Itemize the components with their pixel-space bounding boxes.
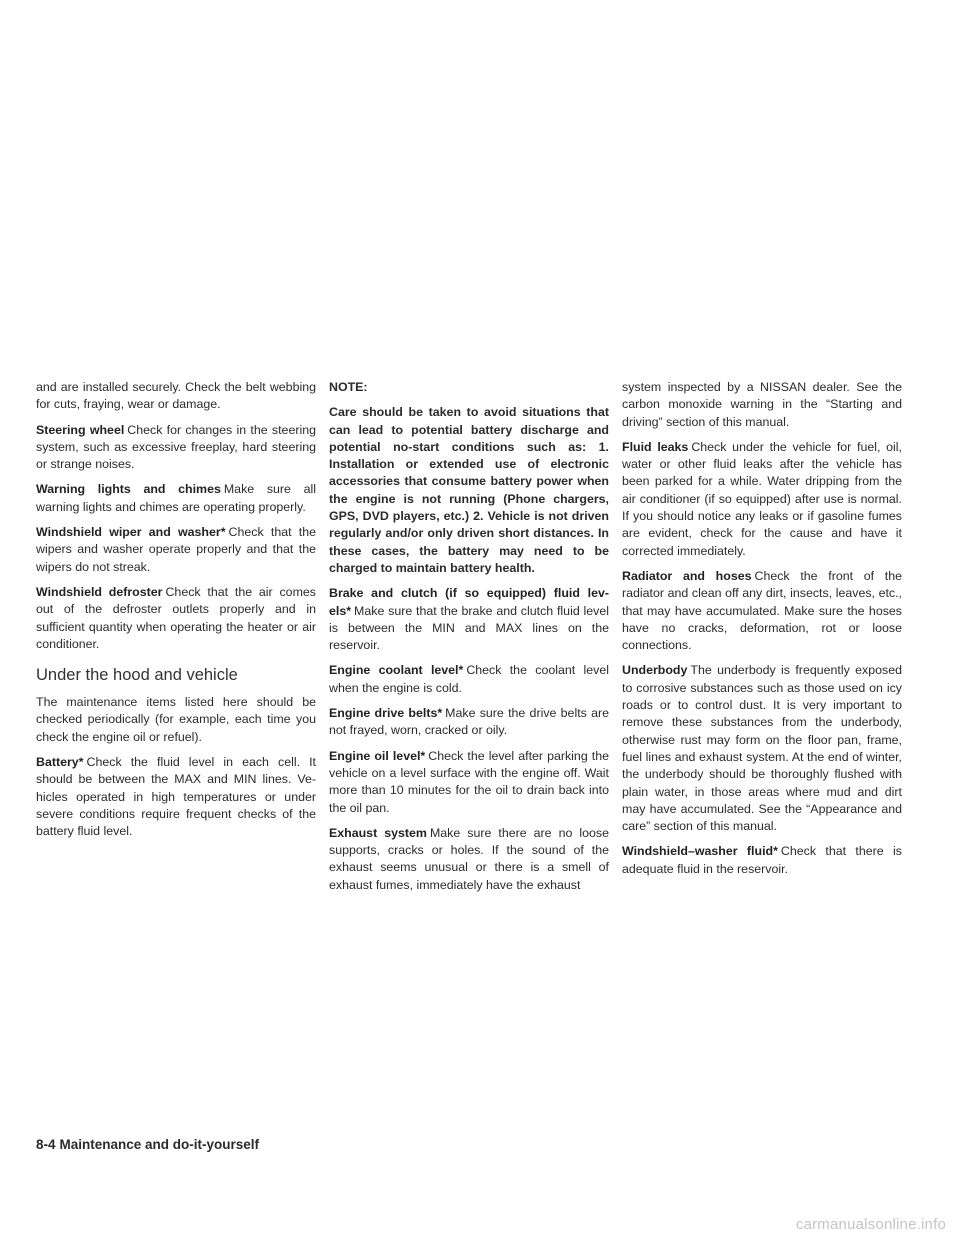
term-battery: Battery*	[36, 755, 84, 770]
text-windshield-wiper: Check that the wipers and washer operate properly and that the wipers do not streak.	[36, 525, 316, 574]
term-engine-coolant: Engine coolant level*	[329, 663, 464, 678]
item-windshield-defroster	[36, 584, 316, 653]
text-exhaust-system: Make sure there are no loose supports, cracks or holes. If the sound of the exhaust seems unusual or there is a smell of exhaust fumes, immediately have the exhaust	[329, 825, 609, 892]
item-engine-oil	[329, 748, 609, 817]
term-engine-oil: Engine oil level*	[329, 748, 426, 763]
item-steering-wheel	[36, 422, 316, 474]
item-warning-lights	[36, 481, 316, 516]
text-engine-oil: Check the level after parking the vehicle on a level surface with the engine off. Wait more than 10 minutes for the oil to drain back into the oil pan.	[329, 748, 609, 815]
item-battery	[36, 754, 316, 840]
term-steering-wheel: Steering wheel	[36, 422, 125, 437]
text-engine-coolant: Check the coolant level when the engine is cold.	[329, 663, 609, 695]
text-engine-drive-belts: Make sure the drive belts are not frayed, worn, cracked or oily.	[329, 706, 610, 738]
text-warning-lights: Make sure all warning lights and chimes are operating properly.	[36, 482, 316, 514]
page-footer	[36, 1137, 259, 1152]
watermark-text: carmanualsonline.info	[795, 1216, 946, 1233]
paragraph-belt-continuation: and are installed securely. Check the belt webbing for cuts, fraying, wear or damage.	[36, 380, 316, 412]
item-engine-drive-belts	[329, 705, 609, 740]
text-brake-clutch-fluid: Make sure that the brake and clutch fluid level is between the MIN and MAX lines on the reservoir.	[329, 603, 609, 653]
column-left	[36, 379, 316, 849]
text-battery: Check the fluid level in each cell. It should be between the MAX and MIN lines. Vehicles operated in high temperatures or under severe conditions require frequent checks of the battery fluid level.	[36, 755, 316, 839]
item-radiator-hoses	[622, 568, 902, 654]
note-title: NOTE:	[329, 380, 368, 394]
note-body: Care should be taken to avoid situations that can lead to potential battery discharge and potential no-start conditions such as: 1. Installation or extended use of electronic accessories that consume battery power when the engine is not running (Phone chargers, GPS, DVD players, etc.) 2. Vehicle is not driven regularly and/or only driven short distances. In these cases, the battery may need to be charged to maintain battery health.	[329, 405, 609, 575]
term-exhaust-system: Exhaust system	[329, 825, 427, 840]
term-brake-clutch-fluid: Brake and clutch (if so equipped) fluid levels*	[329, 586, 609, 618]
item-brake-clutch-fluid	[329, 585, 609, 654]
item-windshield-wiper	[36, 524, 316, 576]
section-heading: Under the hood and vehicle	[36, 666, 238, 685]
term-underbody: Underbody	[622, 663, 688, 678]
item-washer-fluid	[622, 843, 902, 878]
page-number: 8-4	[36, 1137, 56, 1152]
column-middle	[329, 379, 609, 902]
text-fluid-leaks: Check under the vehicle for fuel, oil, water or other fluid leaks after the vehicle has been parked for a while. Water dripping from the air conditioner (if so equipped) after use is normal. If you should notice any leaks or if gasoline fumes are evident, check for the cause and have it corrected immediately.	[622, 439, 902, 558]
text-radiator-hoses: Check the front of the radiator and clean off any dirt, insects, leaves, etc., that may have accumulated. Make sure the hoses have no cracks, deformation, rot or loose connections.	[622, 568, 902, 653]
term-engine-drive-belts: Engine drive belts*	[329, 706, 443, 721]
paragraph-intro: The maintenance items listed here should be checked periodically (for example, each time you check the engine oil or refuel).	[36, 695, 316, 744]
text-underbody: The underbody is frequently exposed to corrosive substances such as those used on icy roads or to control dust. It is very important to remove these substances from the underbody, otherwise rust may form on the floor pan, frame, fuel lines and exhaust system. At the end of winter, the underbody should be thoroughly flushed with plain water, in those areas where mud and dirt may have accumulated. See the “Appearance and care” section of this manual.	[622, 663, 902, 834]
text-windshield-defroster: Check that the air comes out of the defroster outlets properly and in sufficient quantity when operating the heater or air conditioner.	[36, 584, 316, 651]
item-exhaust-system	[329, 825, 609, 894]
term-radiator-hoses: Radiator and hoses	[622, 568, 752, 583]
term-fluid-leaks: Fluid leaks	[622, 439, 689, 454]
item-underbody	[622, 662, 902, 835]
column-right	[622, 379, 902, 886]
term-windshield-defroster: Windshield defroster	[36, 584, 163, 599]
item-fluid-leaks	[622, 439, 902, 560]
term-warning-lights: Warning lights and chimes	[36, 482, 221, 497]
footer-section-title: Maintenance and do-it-yourself	[59, 1137, 260, 1152]
paragraph-exhaust-continuation: system inspected by a NISSAN dealer. See the carbon monoxide warning in the “Starting and driving” section of this manual.	[622, 380, 902, 429]
term-windshield-wiper: Windshield wiper and washer*	[36, 525, 226, 540]
term-washer-fluid: Windshield–washer fluid*	[622, 844, 778, 859]
item-engine-coolant	[329, 662, 609, 697]
text-steering-wheel: Check for changes in the steering system, such as excessive freeplay, hard steering or strange noises.	[36, 422, 316, 472]
text-washer-fluid: Check that there is adequate fluid in the reservoir.	[622, 844, 902, 876]
